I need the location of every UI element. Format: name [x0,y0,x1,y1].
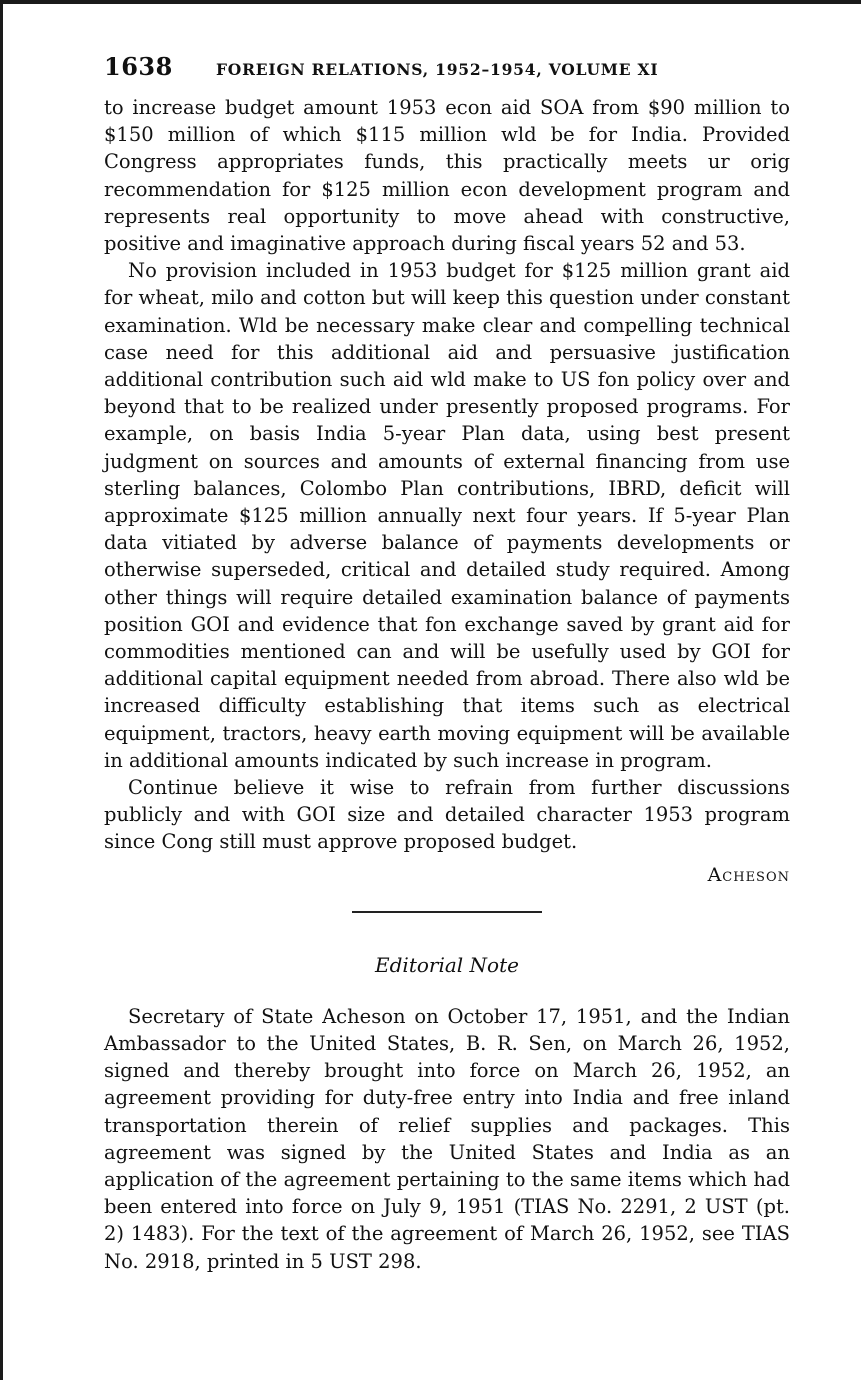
signature-name: Acheson [707,863,790,886]
paragraph-continue: Continue believe it wise to refrain from further discussions publicly and with GOI size and detailed character 1953 program since Cong still must approve proposed budget. [104,776,790,854]
paragraph-grant-aid: No provision included in 1953 budget for $125 million grant aid for wheat, milo and cotton but will keep this question under constant examination. Wld be necessary make clear and compelling technical case need for this additional aid and persuasive justification additional contribution such aid wld make to US fon policy over and beyond that to be realized under presently proposed programs. For example, on basis India 5-year Plan data, using best present judgment on sources and amounts of external financing from use sterling balances, Colombo Plan contributions, IBRD, deficit will approximate $125 million annually next four years. If 5-year Plan data vitiated by adverse balance of payments developments or otherwise superseded, critical and detailed study required. Among other things will require detailed examination balance of payments position GOI and evidence that fon exchange saved by grant aid for commodities mentioned can and will be usefully used by GOI for additional capital equipment needed from abroad. There also wld be increased difficulty establishing that items such as electrical equipment, tractors, heavy earth moving equipment will be available in additional amounts indicated by such increase in program. [104,259,790,772]
scan-edge-left [0,0,3,1380]
paragraph-continuation: to increase budget amount 1953 econ aid SOA from $90 million to $150 million of which $115 million wld be for India. Provided Congress appropriates funds, this practically meets ur orig recommendation for $125 million econ development program and represents real opportunity to move ahead with constructive, positive and imaginative approach during fiscal years 52 and 53. [104,96,790,256]
scan-edge-top [0,0,861,4]
editorial-note-text: Secretary of State Acheson on October 17, 1951, and the Indian Ambassador to the United States, B. R. Sen, on March 26, 1952, signed and thereby brought into force on March 26, 1952, an agreement providing for duty-free entry into India and free inland transportation therein of relief supplies and packages. This agreement was signed by the United States and India as an application of the agreement pertaining to the same items which had been entered into force on July 9, 1951 (TIAS No. 2291, 2 UST (pt. 2) 1483). For the text of the agreement of March 26, 1952, see TIAS No. 2918, printed in 5 UST 298. [104,1004,790,1273]
page-header [104,52,790,86]
running-head: FOREIGN RELATIONS, 1952–1954, VOLUME XI [216,60,659,79]
section-divider [352,911,542,913]
editorial-note-title: Editorial Note [375,952,519,977]
document-page [104,52,790,1275]
signature [104,862,790,889]
page-number: 1638 [104,52,173,81]
